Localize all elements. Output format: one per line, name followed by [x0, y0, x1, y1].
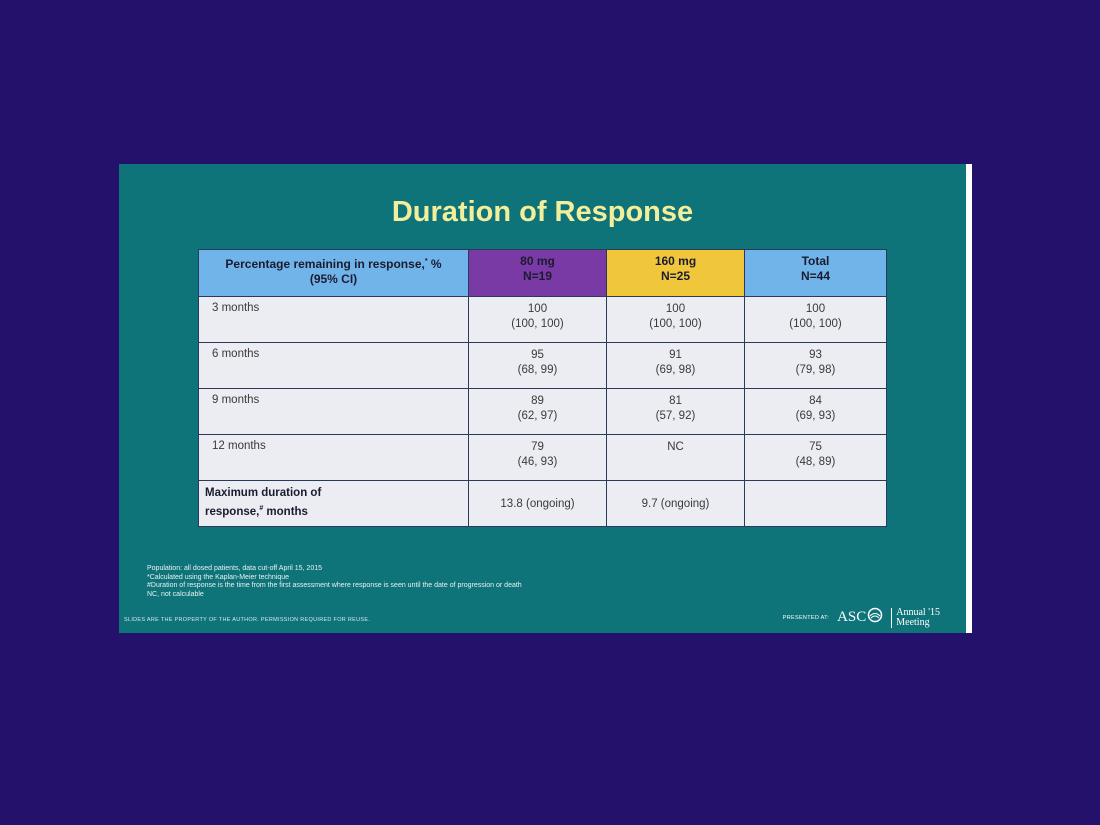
- table-row: [199, 343, 887, 389]
- table-row-max-duration: [199, 481, 887, 527]
- header-total-cell: [745, 250, 887, 297]
- table-row: [199, 435, 887, 481]
- annual-line2: Meeting: [896, 616, 930, 628]
- max-duration-line1: Maximum duration of: [205, 487, 322, 499]
- duration-of-response-table: [198, 249, 887, 527]
- header-label-cell: [199, 250, 469, 297]
- footnote: NC, not calculable: [147, 590, 204, 598]
- cell-80mg: 89 (62, 97): [469, 389, 607, 435]
- cell-160mg: 91 (69, 98): [607, 343, 745, 389]
- max-duration-suffix: months: [263, 505, 308, 518]
- footnotes: [147, 565, 522, 599]
- header-label-ci: (95% CI): [309, 272, 358, 286]
- header-160mg-dose: 160 mg: [654, 254, 697, 268]
- cell-80mg: 13.8 (ongoing): [469, 481, 607, 527]
- footer-branding: [783, 607, 940, 628]
- cell-total: [745, 481, 887, 527]
- footnote: #Duration of response is the time from the first assessment where response is seen until the date of progression or death: [147, 582, 522, 589]
- cell-80mg: 79 (46, 93): [469, 435, 607, 481]
- cell-total: 93 (79, 98): [745, 343, 887, 389]
- asco-logo: [837, 607, 883, 628]
- header-80mg-dose: 80 mg: [520, 254, 555, 268]
- header-80mg-n: N=19: [522, 269, 553, 283]
- asco-text: ASC: [837, 609, 867, 625]
- slide: [119, 164, 972, 633]
- cell-80mg: 95 (68, 99): [469, 343, 607, 389]
- header-label-suffix: %: [427, 257, 442, 271]
- row-label-max-duration: [199, 481, 469, 527]
- row-label: 6 months: [199, 343, 469, 389]
- presented-at-label: PRESENTED AT:: [782, 614, 830, 621]
- header-80mg-cell: [469, 250, 607, 297]
- globe-icon: [867, 607, 883, 628]
- footer-disclaimer: SLIDES ARE THE PROPERTY OF THE AUTHOR. PERMISSION REQUIRED FOR REUSE.: [124, 617, 371, 623]
- row-label: 12 months: [199, 435, 469, 481]
- slide-title: Duration of Response: [391, 196, 694, 228]
- max-duration-sup: #: [259, 505, 264, 512]
- table-row: [199, 297, 887, 343]
- cell-160mg: NC: [607, 435, 745, 481]
- header-160mg-cell: [607, 250, 745, 297]
- header-label-text: Percentage remaining in response,: [225, 257, 425, 271]
- table-row: [199, 389, 887, 435]
- annual-line1: Annual '15: [896, 606, 940, 618]
- cell-total: 84 (69, 93): [745, 389, 887, 435]
- cell-80mg: 100 (100, 100): [469, 297, 607, 343]
- cell-total: 100 (100, 100): [745, 297, 887, 343]
- header-label-sup: *: [424, 258, 428, 265]
- max-duration-line2: response,: [205, 505, 260, 518]
- header-total-n: N=44: [800, 269, 831, 283]
- header-160mg-n: N=25: [660, 269, 691, 283]
- cell-160mg: 81 (57, 92): [607, 389, 745, 435]
- header-total-label: Total: [801, 254, 830, 268]
- row-label: 3 months: [199, 297, 469, 343]
- footnote: Population: all dosed patients, data cut-off April 15, 2015: [147, 565, 322, 572]
- row-label: 9 months: [199, 389, 469, 435]
- cell-160mg: 9.7 (ongoing): [607, 481, 745, 527]
- cell-total: 75 (48, 89): [745, 435, 887, 481]
- table-header-row: [199, 250, 887, 297]
- annual-meeting-label: [891, 608, 940, 628]
- footnote: *Calculated using the Kaplan-Meier technique: [147, 573, 290, 581]
- cell-160mg: 100 (100, 100): [607, 297, 745, 343]
